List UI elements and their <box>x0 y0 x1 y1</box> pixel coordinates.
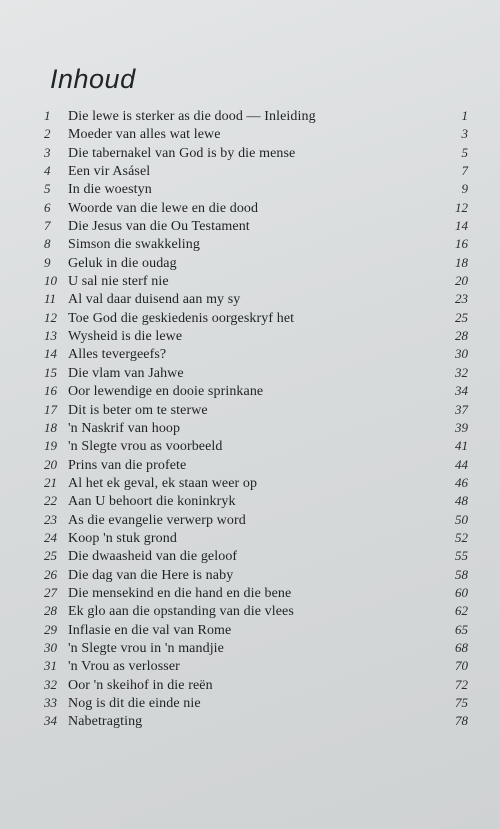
chapter-title: Prins van die profete <box>68 457 187 473</box>
toc-entry <box>44 640 468 658</box>
page-number: 48 <box>455 493 468 509</box>
toc-entry <box>44 291 468 309</box>
page-number: 20 <box>455 273 468 289</box>
toc-entry <box>44 126 468 144</box>
page-number: 7 <box>461 163 468 179</box>
chapter-title: Die lewe is sterker as die dood — Inleiding <box>68 109 316 124</box>
chapter-title: 'n Vrou as verlosser <box>68 659 180 675</box>
page-number: 44 <box>455 456 468 472</box>
toc-entry <box>44 145 468 163</box>
page-number: 3 <box>461 126 468 142</box>
page-number: 12 <box>455 199 468 215</box>
chapter-number: 10 <box>44 273 57 289</box>
toc-entry <box>44 181 468 199</box>
chapter-number: 31 <box>44 658 57 674</box>
toc-entry <box>44 713 468 731</box>
chapter-number: 20 <box>44 456 57 472</box>
chapter-title: Die dwaasheid van die geloof <box>68 549 238 565</box>
page-number: 75 <box>455 695 468 710</box>
toc-entry <box>44 236 468 254</box>
page-number: 28 <box>455 328 468 344</box>
page-number: 62 <box>455 603 468 619</box>
toc-entry <box>44 365 468 383</box>
toc-entry <box>44 512 468 530</box>
chapter-number: 3 <box>44 144 51 160</box>
chapter-title: Dit is beter om te sterwe <box>68 402 208 418</box>
chapter-title: Oor 'n skeihof in die reën <box>68 677 213 693</box>
toc-entry <box>44 273 468 291</box>
chapter-number: 28 <box>44 603 57 619</box>
chapter-title: Alles tevergeefs? <box>68 347 167 363</box>
toc-entry <box>44 383 468 401</box>
chapter-title: Een vir Asásel <box>68 164 151 180</box>
page-number: 16 <box>455 236 468 252</box>
chapter-number: 21 <box>44 474 57 490</box>
chapter-title: Al val daar duisend aan my sy <box>68 292 241 308</box>
toc-entry <box>44 493 468 511</box>
chapter-number: 29 <box>44 621 57 637</box>
toc-entry <box>44 218 468 236</box>
toc-entry <box>44 457 468 475</box>
toc-entry <box>44 310 468 328</box>
toc-entry <box>44 163 468 181</box>
chapter-title: Koop 'n stuk grond <box>68 530 177 546</box>
page-number: 58 <box>455 566 468 582</box>
chapter-number: 15 <box>44 364 57 380</box>
page-title: Inhoud <box>50 64 136 94</box>
chapter-number: 14 <box>44 346 57 362</box>
chapter-number: 24 <box>44 529 57 545</box>
chapter-number: 17 <box>44 401 57 417</box>
chapter-number: 32 <box>44 676 57 692</box>
page-number: 1 <box>461 108 468 123</box>
chapter-title: Nabetragting <box>68 714 143 730</box>
chapter-title: Simson die swakkeling <box>68 237 200 253</box>
chapter-title: Ek glo aan die opstanding van die vlees <box>68 604 294 620</box>
page-number: 70 <box>455 658 468 674</box>
chapter-title: Woorde van die lewe en die dood <box>68 200 259 216</box>
toc-entry <box>44 402 468 420</box>
chapter-title: Die vlam van Jahwe <box>68 365 184 381</box>
toc-entry <box>44 622 468 640</box>
page-number: 65 <box>455 621 468 637</box>
page-number: 37 <box>455 401 468 417</box>
chapter-title: Moeder van alles wat lewe <box>68 127 221 143</box>
chapter-number: 23 <box>44 511 57 527</box>
chapter-number: 4 <box>44 163 51 179</box>
toc-entry <box>44 420 468 438</box>
page-number: 23 <box>455 291 468 307</box>
page-number: 50 <box>455 511 468 527</box>
page-number: 60 <box>455 584 468 600</box>
toc-entry <box>44 328 468 346</box>
chapter-title: U sal nie sterf nie <box>68 274 169 290</box>
chapter-number: 34 <box>44 713 57 729</box>
page-number: 72 <box>455 676 468 692</box>
page-number: 34 <box>455 383 468 399</box>
chapter-title: Inflasie en die val van Rome <box>68 622 232 638</box>
toc-entry <box>44 530 468 548</box>
chapter-number: 5 <box>44 181 51 197</box>
page-number: 18 <box>455 254 468 270</box>
page-number: 32 <box>455 364 468 380</box>
chapter-title: Oor lewendige en dooie sprinkane <box>68 384 264 400</box>
chapter-number: 11 <box>44 291 57 307</box>
chapter-title: Aan U behoort die koninkryk <box>68 494 236 510</box>
chapter-title: Die Jesus van die Ou Testament <box>68 219 250 235</box>
chapter-number: 25 <box>44 548 57 564</box>
toc-entry <box>44 603 468 621</box>
toc-entry <box>44 658 468 676</box>
chapter-number: 33 <box>44 695 57 710</box>
page-number: 14 <box>455 218 468 234</box>
chapter-title: 'n Slegte vrou in 'n mandjie <box>68 640 224 656</box>
toc-entry <box>44 346 468 364</box>
toc-entry <box>44 695 468 713</box>
chapter-title: Toe God die geskiedenis oorgeskryf het <box>68 310 295 326</box>
chapter-number: 16 <box>44 383 57 399</box>
chapter-number: 9 <box>44 254 51 270</box>
chapter-title: 'n Naskrif van hoop <box>68 420 181 436</box>
chapter-title: Die mensekind en die hand en die bene <box>68 585 292 601</box>
page-number: 52 <box>455 529 468 545</box>
page-number: 78 <box>455 713 468 729</box>
toc-entry <box>44 475 468 493</box>
chapter-number: 13 <box>44 328 57 344</box>
page-number: 41 <box>455 438 468 454</box>
page-number: 46 <box>455 474 468 490</box>
page-number: 39 <box>455 419 468 435</box>
page-number: 30 <box>455 346 468 362</box>
chapter-number: 12 <box>44 309 57 325</box>
chapter-number: 30 <box>44 639 57 655</box>
chapter-title: Geluk in die oudag <box>68 255 177 271</box>
chapter-number: 2 <box>44 126 51 142</box>
page-number: 5 <box>461 144 468 160</box>
chapter-title: Die tabernakel van God is by die mense <box>68 145 296 161</box>
toc-entry <box>44 438 468 456</box>
toc-entry <box>44 548 468 566</box>
chapter-title: In die woestyn <box>68 182 152 198</box>
chapter-number: 7 <box>44 218 51 234</box>
chapter-title: Nog is dit die einde nie <box>68 696 201 711</box>
toc-entry <box>44 585 468 603</box>
chapter-title: As die evangelie verwerp word <box>68 512 246 528</box>
chapter-number: 19 <box>44 438 57 454</box>
chapter-title: Wysheid is die lewe <box>68 329 183 345</box>
toc-entry <box>44 200 468 218</box>
chapter-number: 8 <box>44 236 51 252</box>
chapter-title: 'n Slegte vrou as voorbeeld <box>68 439 223 455</box>
page-number: 55 <box>455 548 468 564</box>
chapter-number: 26 <box>44 566 57 582</box>
chapter-title: Die dag van die Here is naby <box>68 567 234 583</box>
table-of-contents <box>44 108 468 732</box>
toc-entry <box>44 567 468 585</box>
toc-entry <box>44 255 468 273</box>
chapter-number: 22 <box>44 493 57 509</box>
chapter-title: Al het ek geval, ek staan weer op <box>68 475 258 491</box>
chapter-number: 1 <box>44 108 51 123</box>
toc-entry <box>44 108 468 126</box>
toc-entry <box>44 677 468 695</box>
page-number: 25 <box>455 309 468 325</box>
chapter-number: 18 <box>44 419 57 435</box>
chapter-number: 6 <box>44 199 51 215</box>
chapter-number: 27 <box>44 584 57 600</box>
page-number: 68 <box>455 639 468 655</box>
page-number: 9 <box>461 181 468 197</box>
